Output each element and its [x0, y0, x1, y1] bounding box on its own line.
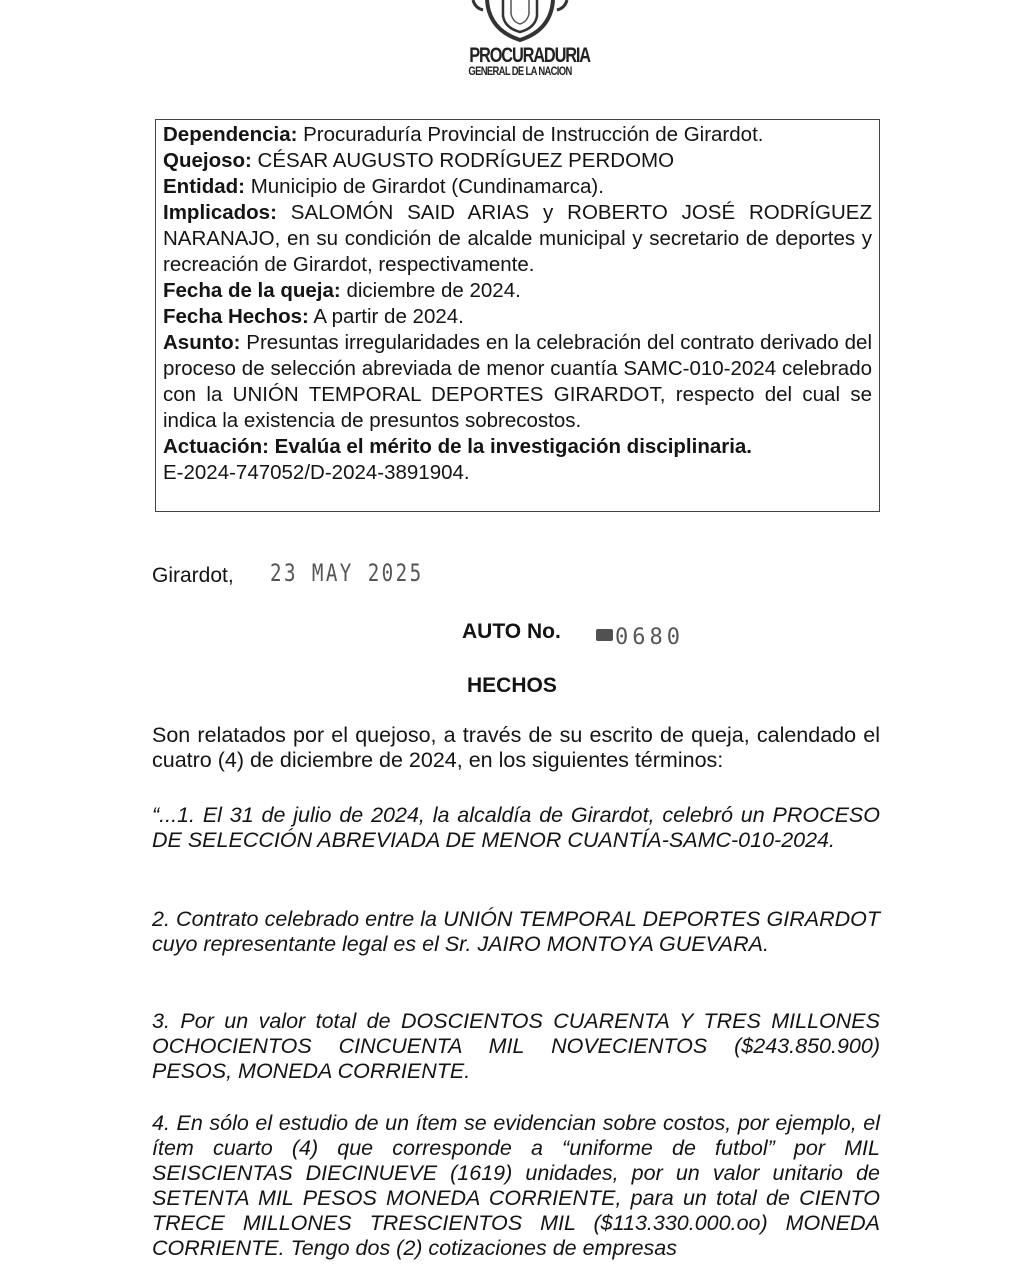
quejoso-value: CÉSAR AUGUSTO RODRÍGUEZ PERDOMO — [257, 149, 675, 172]
fecha-queja-value: diciembre de 2024. — [346, 279, 521, 302]
fact-item-4: 4. En sólo el estudio de un ítem se evidencian sobre costos, por ejemplo, el ítem cuarto (4) que corresponde a “uniforme de futbol” por MIL SEISCIENTAS DIECINUEVE (1619) unidades, por un valor unitario de SETENTA MIL PESOS MONEDA CORRIENTE, para un total de CIENTO TRECE MILLONES TRESCIENTOS MIL ($113.330.000.oo) MONEDA CORRIENTE. Tengo dos (2) cotizaciones de empresas — [152, 1111, 880, 1260]
implicados-value: SALOMÓN SAID ARIAS y ROBERTO JOSÉ RODRÍGUEZ NARANAJO, en su condición de alcalde municipal y secretario de deportes y recreación de Girardot, respectivamente. — [163, 201, 872, 276]
entidad-value: Municipio de Girardot (Cundinamarca). — [250, 175, 604, 198]
dependencia-value: Procuraduría Provincial de Instrucción de Girardot. — [303, 123, 764, 146]
fecha-queja-label: Fecha de la queja: — [163, 279, 341, 302]
asunto-label: Asunto: — [163, 331, 241, 354]
asunto-row — [163, 330, 872, 434]
case-info-box — [155, 119, 880, 512]
entidad-label: Entidad: — [163, 175, 245, 198]
fecha-hechos-label: Fecha Hechos: — [163, 305, 309, 328]
date-stamp: 23 MAY 2025 — [270, 559, 424, 587]
implicados-row — [163, 200, 872, 278]
fact-item-3: 3. Por un valor total de DOSCIENTOS CUARENTA Y TRES MILLONES OCHOCIENTOS CINCUENTA MIL NOVECIENTOS ($243.850.900) PESOS, MONEDA CORRIENTE. — [152, 1009, 880, 1083]
logo-line-2: GENERAL DE LA NACION — [468, 66, 572, 78]
radicado: E-2024-747052/D-2024-3891904. — [163, 461, 470, 484]
fecha-hechos-row — [163, 304, 872, 330]
actuacion-row — [163, 434, 872, 460]
section-heading: HECHOS — [467, 674, 557, 697]
redaction-mark — [596, 629, 613, 641]
dependencia-label: Dependencia: — [163, 123, 298, 146]
implicados-label: Implicados: — [163, 201, 277, 224]
logo-line-1: PROCURADURIA — [469, 44, 590, 67]
asunto-value: Presuntas irregularidades en la celebración del contrato derivado del proceso de selección abreviada de menor cuantía SAMC-010-2024 celebrado con la UNIÓN TEMPORAL DEPORTES GIRARDOT, respecto del cual se indica la existencia de presuntos sobrecostos. — [163, 331, 872, 432]
auto-label: AUTO No. — [462, 620, 561, 643]
actuacion-label: Actuación: — [163, 435, 269, 458]
entidad-row — [163, 174, 872, 200]
intro-paragraph: Son relatados por el quejoso, a través de su escrito de queja, calendado el cuatro (4) de diciembre de 2024, en los siguientes términos: — [152, 723, 880, 772]
city-label: Girardot, — [152, 564, 234, 587]
fecha-hechos-value: A partir de 2024. — [313, 305, 464, 328]
dependencia-row — [163, 122, 872, 148]
coat-of-arms-icon — [465, 0, 575, 46]
quejoso-row — [163, 148, 872, 174]
actuacion-value: Evalúa el mérito de la investigación disciplinaria. — [274, 435, 753, 458]
fact-item-2: 2. Contrato celebrado entre la UNIÓN TEMPORAL DEPORTES GIRARDOT cuyo representante legal es el Sr. JAIRO MONTOYA GUEVARA. — [152, 907, 880, 956]
auto-number-value: 0680 — [615, 625, 684, 650]
fact-item-1: “...1. El 31 de julio de 2024, la alcaldía de Girardot, celebró un PROCESO DE SELECCIÓN ABREVIADA DE MENOR CUANTÍA-SAMC-010-2024. — [152, 803, 880, 852]
auto-number — [596, 625, 684, 650]
fecha-queja-row — [163, 278, 872, 304]
procuraduria-logo — [455, 0, 590, 100]
quejoso-label: Quejoso: — [163, 149, 252, 172]
